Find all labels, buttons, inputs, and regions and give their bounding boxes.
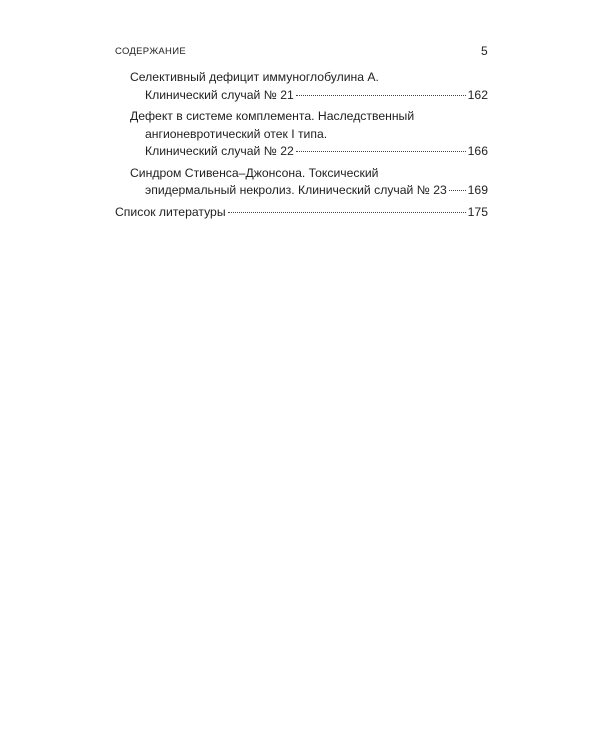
dot-leader — [296, 95, 466, 96]
toc-entry-title: Список литературы — [115, 204, 226, 219]
toc-entry-title: эпидермальный некролиз. Клинический случай № 23 — [145, 183, 447, 197]
toc-entry-last-line — [115, 143, 488, 161]
toc-page-number: 169 — [467, 183, 488, 197]
toc-entry-title: Дефект в системе комплемента. Наследственный — [130, 109, 415, 123]
toc-entry-title: Синдром Стивенса–Джонсона. Токсический — [130, 165, 379, 180]
toc-page-number: 166 — [467, 144, 488, 158]
toc-entry-bibliography[interactable] — [115, 204, 488, 222]
toc-entry-clinical-case-21[interactable] — [115, 69, 488, 104]
running-header — [115, 44, 488, 60]
section-title: СОДЕРЖАНИЕ — [115, 46, 186, 57]
toc-page-number: 175 — [467, 204, 488, 219]
page-number: 5 — [481, 44, 488, 58]
table-of-contents — [115, 69, 488, 225]
toc-entry-title: ангионевротический отек I типа. — [145, 126, 328, 141]
toc-entry-title: Селективный дефицит иммуноглобулина А. — [130, 70, 379, 84]
toc-entry-title: Клинический случай № 22 — [145, 144, 294, 158]
toc-entry-last-line — [115, 204, 488, 222]
toc-entry-clinical-case-23[interactable] — [115, 165, 488, 200]
toc-entry-last-line — [115, 182, 488, 200]
dot-leader — [228, 212, 466, 213]
toc-entry-title: Клинический случай № 21 — [145, 87, 294, 102]
toc-entry-clinical-case-22[interactable] — [115, 108, 488, 161]
dot-leader — [449, 190, 466, 191]
dot-leader — [296, 151, 466, 152]
toc-entry-last-line — [115, 87, 488, 105]
toc-page-number: 162 — [467, 87, 488, 102]
